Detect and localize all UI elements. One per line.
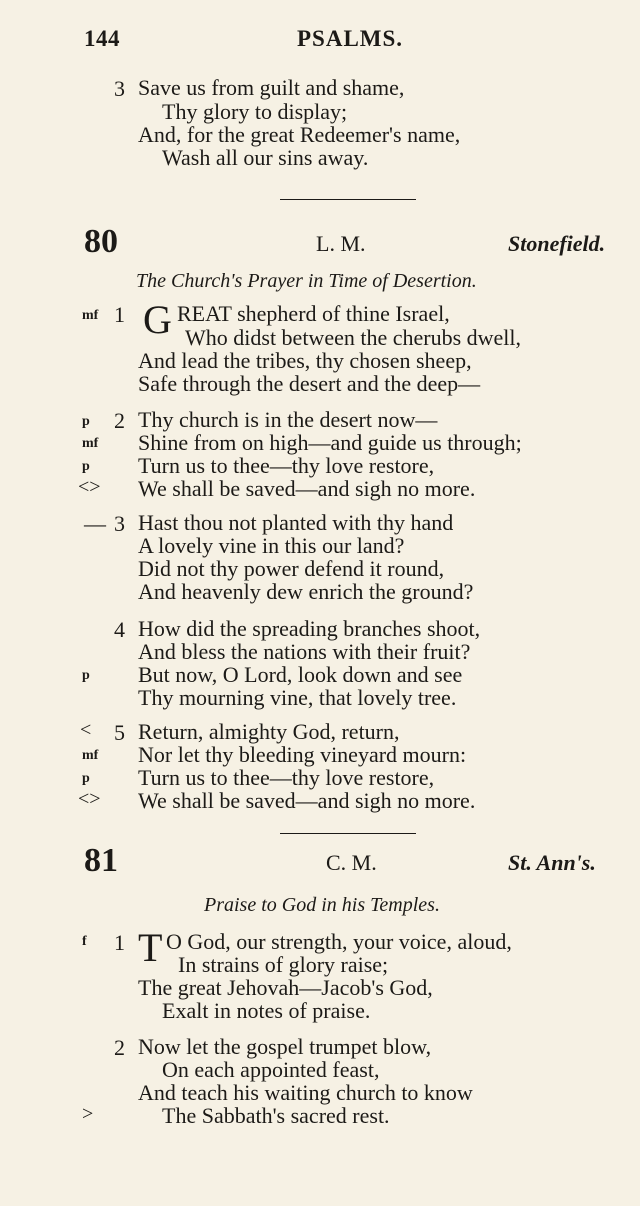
hymn-tune: St. Ann's. bbox=[508, 850, 596, 875]
dash-mark: — bbox=[84, 511, 106, 536]
dynamic-mark: p bbox=[82, 771, 90, 786]
verse-line: How did the spreading branches shoot, bbox=[138, 616, 481, 641]
dynamic-mark: p bbox=[82, 668, 90, 683]
verse-number: 4 bbox=[114, 617, 125, 642]
verse-line: Who didst between the cherubs dwell, bbox=[185, 325, 522, 350]
hymn-number: 80 bbox=[84, 223, 118, 260]
verse-line: And bless the nations with their fruit? bbox=[138, 639, 471, 664]
dynamic-mark: mf bbox=[82, 308, 99, 323]
verse-line: Turn us to thee—thy love restore, bbox=[138, 765, 435, 790]
hymn-number: 81 bbox=[84, 842, 118, 879]
crescendo-mark: < bbox=[80, 719, 92, 741]
verse-line: On each appointed feast, bbox=[162, 1057, 380, 1082]
running-title: PSALMS. bbox=[297, 26, 404, 51]
verse-line: And lead the tribes, thy chosen sheep, bbox=[138, 348, 472, 373]
verse-line: And teach his waiting church to know bbox=[138, 1080, 473, 1105]
verse-number: 3 bbox=[114, 76, 125, 101]
verse-number: 1 bbox=[114, 302, 125, 327]
hymn-title: The Church's Prayer in Time of Desertion. bbox=[136, 270, 477, 292]
verse-number: 1 bbox=[114, 930, 125, 955]
verse-line: And, for the great Redeemer's name, bbox=[138, 122, 461, 147]
dynamic-mark: p bbox=[82, 459, 90, 474]
verse-line: The Sabbath's sacred rest. bbox=[162, 1103, 390, 1128]
verse-number: 2 bbox=[114, 1035, 125, 1060]
section-rule bbox=[280, 199, 416, 200]
verse-line: O God, our strength, your voice, aloud, bbox=[166, 929, 512, 954]
verse-number: 3 bbox=[114, 511, 125, 536]
verse-line: The great Jehovah—Jacob's God, bbox=[138, 975, 433, 1000]
verse-number: 5 bbox=[114, 720, 125, 745]
crescendo-decrescendo-mark: <> bbox=[78, 788, 101, 810]
page-number: 144 bbox=[84, 26, 120, 51]
verse-line: Turn us to thee—thy love restore, bbox=[138, 453, 435, 478]
verse-line: Wash all our sins away. bbox=[162, 145, 369, 170]
hymn-tune: Stonefield. bbox=[508, 231, 606, 256]
verse-line: Shine from on high—and guide us through; bbox=[138, 430, 522, 455]
verse-line: Hast thou not planted with thy hand bbox=[138, 510, 454, 535]
verse-line: Now let the gospel trumpet blow, bbox=[138, 1034, 432, 1059]
verse-line: Save us from guilt and shame, bbox=[138, 75, 405, 100]
verse-line: In strains of glory raise; bbox=[178, 952, 389, 977]
verse-line: We shall be saved—and sigh no more. bbox=[138, 476, 476, 501]
dynamic-mark: p bbox=[82, 414, 90, 429]
verse-line: Safe through the desert and the deep— bbox=[138, 371, 481, 396]
crescendo-decrescendo-mark: <> bbox=[78, 476, 101, 498]
verse-line: We shall be saved—and sigh no more. bbox=[138, 788, 476, 813]
verse-line: Thy mourning vine, that lovely tree. bbox=[138, 685, 457, 710]
verse-line: Thy glory to display; bbox=[162, 99, 348, 124]
hymn-meter: C. M. bbox=[326, 850, 377, 875]
section-rule bbox=[280, 833, 416, 834]
verse-line: Return, almighty God, return, bbox=[138, 719, 400, 744]
verse-line: And heavenly dew enrich the ground? bbox=[138, 579, 474, 604]
verse-line: Did not thy power defend it round, bbox=[138, 556, 445, 581]
drop-cap: T bbox=[138, 925, 163, 970]
hymn-meter: L. M. bbox=[316, 231, 366, 256]
drop-cap: G bbox=[143, 297, 172, 342]
dynamic-mark: mf bbox=[82, 748, 99, 763]
verse-number: 2 bbox=[114, 408, 125, 433]
dynamic-mark: mf bbox=[82, 436, 99, 451]
hymn-title: Praise to God in his Temples. bbox=[204, 894, 440, 916]
dynamic-mark: f bbox=[82, 934, 87, 949]
verse-line: But now, O Lord, look down and see bbox=[138, 662, 463, 687]
verse-line: REAT shepherd of thine Israel, bbox=[177, 301, 450, 326]
verse-line: A lovely vine in this our land? bbox=[138, 533, 405, 558]
verse-line: Nor let thy bleeding vineyard mourn: bbox=[138, 742, 467, 767]
verse-line: Exalt in notes of praise. bbox=[162, 998, 371, 1023]
accent-mark: > bbox=[82, 1103, 94, 1125]
verse-line: Thy church is in the desert now— bbox=[138, 407, 438, 432]
